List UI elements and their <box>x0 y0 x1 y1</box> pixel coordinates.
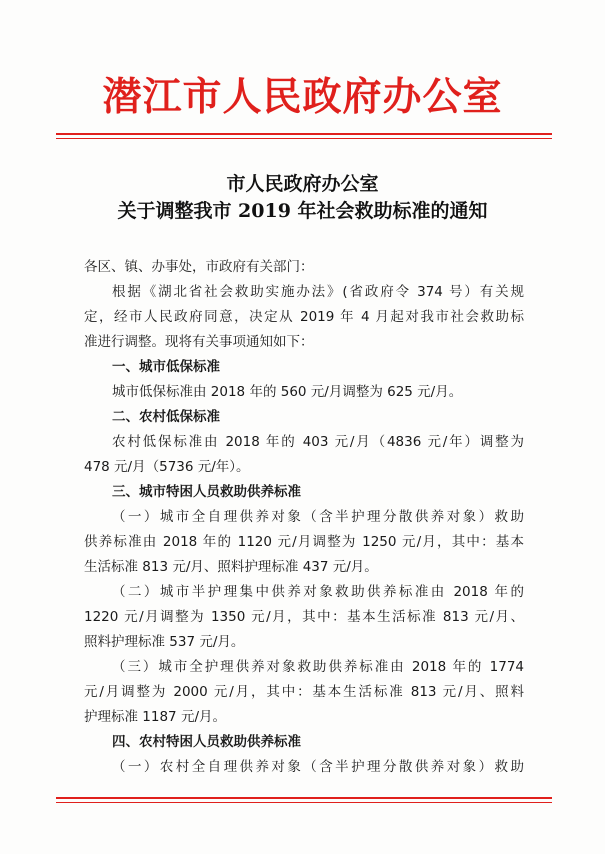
section3-item3-line-1: （三）城市全护理供养对象救助供养标准由 2018 年的 1774 <box>112 659 524 675</box>
salutation: 各区、镇、办事处，市政府有关部门： <box>84 259 314 275</box>
document-title-line2: 关于调整我市 2019 年社会救助标准的通知 <box>117 200 488 222</box>
section4-item1-line-1: （一）农村全自理供养对象（含半护理分散供养对象）救助 <box>112 759 524 775</box>
section2-heading: 二、农村低保标准 <box>112 409 220 425</box>
section3-item1-line-1: （一）城市全自理供养对象（含半护理分散供养对象）救助 <box>112 509 524 525</box>
footer-rule-top <box>56 797 552 799</box>
section3-item2-line-1: （二）城市半护理集中供养对象救助供养标准由 2018 年的 <box>112 584 524 600</box>
intro-line-2: 定，经市人民政府同意，决定从 2019 年 4 月起对我市社会救助标 <box>84 309 524 325</box>
section3-item1-line-3: 生活标准 813 元/月、照料护理标准 437 元/月。 <box>84 559 378 575</box>
section3-item3-line-2: 元/月调整为 2000 元/月，其中：基本生活标准 813 元/月、照料 <box>84 684 524 700</box>
section3-item2-line-3: 照料护理标准 537 元/月。 <box>84 634 245 650</box>
section1-heading: 一、城市低保标准 <box>112 359 220 375</box>
section2-text-line-1: 农村低保标准由 2018 年的 403 元/月（4836 元/年）调整为 <box>112 434 524 450</box>
section4-heading: 四、农村特困人员救助供养标准 <box>112 734 301 750</box>
intro-line-3: 准进行调整。现将有关事项通知如下： <box>84 334 314 350</box>
section3-item2-line-2: 1220 元/月调整为 1350 元/月，其中：基本生活标准 813 元/月、 <box>84 609 524 625</box>
document-body <box>84 0 524 854</box>
footer-rule-bottom <box>56 802 552 803</box>
section2-text-line-2: 478 元/月（5736 元/年）。 <box>84 459 250 475</box>
section3-heading: 三、城市特困人员救助供养标准 <box>112 484 301 500</box>
intro-line-1: 根据《湖北省社会救助实施办法》(省政府令 374 号）有关规 <box>112 284 524 300</box>
section3-item1-line-2: 供养标准由 2018 年的 1120 元/月调整为 1250 元/月，其中：基本 <box>84 534 524 550</box>
document-title-line1: 市人民政府办公室 <box>226 173 379 195</box>
section3-item3-line-3: 护理标准 1187 元/月。 <box>84 709 226 725</box>
section1-text: 城市低保标准由 2018 年的 560 元/月调整为 625 元/月。 <box>112 384 463 400</box>
letterhead-title: 潜江市人民政府办公室 <box>102 74 503 120</box>
